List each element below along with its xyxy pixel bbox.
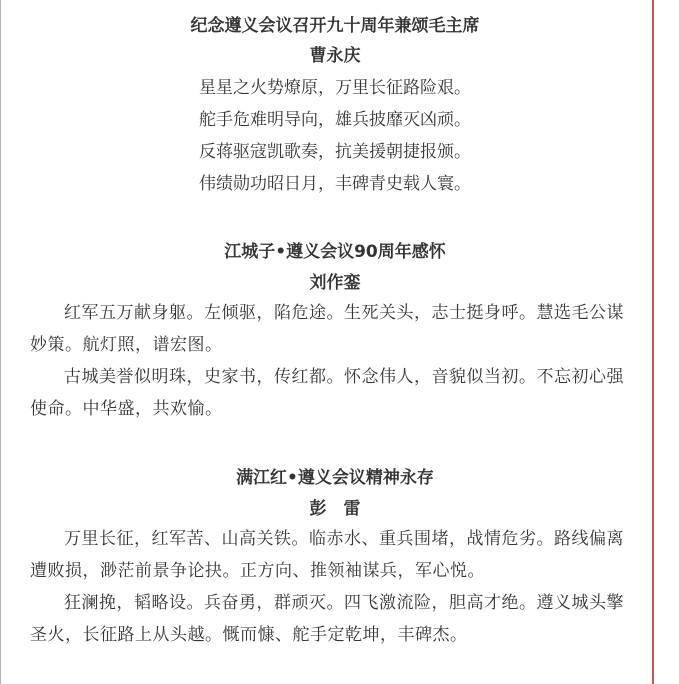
poem-line: 星星之火势燎原，万里长征路险艰。 [199, 78, 471, 98]
poem-3 [30, 468, 640, 651]
poem-line: 反蒋驱寇凯歌奏，抗美援朝捷报颁。 [199, 142, 471, 162]
poem-author: 彭 雷 [309, 499, 361, 519]
poem-paragraph: 红军五万献身躯。左倾驱，陷危途。生死关头，志士挺身呼。慧选毛公谋妙策。航灯照，谱宏图。 [30, 303, 624, 355]
poem-paragraph: 万里长征，红军苦、山高关铁。临赤水、重兵围堵，战情危劣。路线偏离遭败损，渺茫前景争论抉。正方向、推领袖谋兵，军心悦。 [30, 529, 624, 581]
left-border [0, 0, 1, 684]
poem-paragraph: 古城美誉似明珠，史家书，传红都。怀念伟人，音貌似当初。不忘初心强使命。中华盛，共欢愉。 [30, 367, 624, 419]
poem-title: 纪念遵义会议召开九十周年兼颂毛主席 [190, 16, 480, 36]
poem-paragraph: 狂澜挽，韬略设。兵奋勇，群顽灭。四飞激流险，胆高才绝。遵义城头擎圣火，长征路上从头越。慨而慷、舵手定乾坤，丰碑杰。 [30, 593, 624, 645]
poem-2 [30, 242, 640, 425]
poem-title: 满江红•遵义会议精神永存 [236, 468, 434, 488]
poem-1 [30, 16, 640, 194]
right-border [652, 0, 654, 684]
poem-title: 江城子•遵义会议90周年感怀 [224, 242, 446, 262]
poem-line: 伟绩勋功昭日月，丰碑青史载人寰。 [199, 174, 471, 194]
poem-line: 舵手危难明导向，雄兵披靡灭凶顽。 [199, 110, 471, 130]
poem-author: 刘作銮 [309, 273, 361, 293]
poem-author: 曹永庆 [309, 46, 361, 66]
